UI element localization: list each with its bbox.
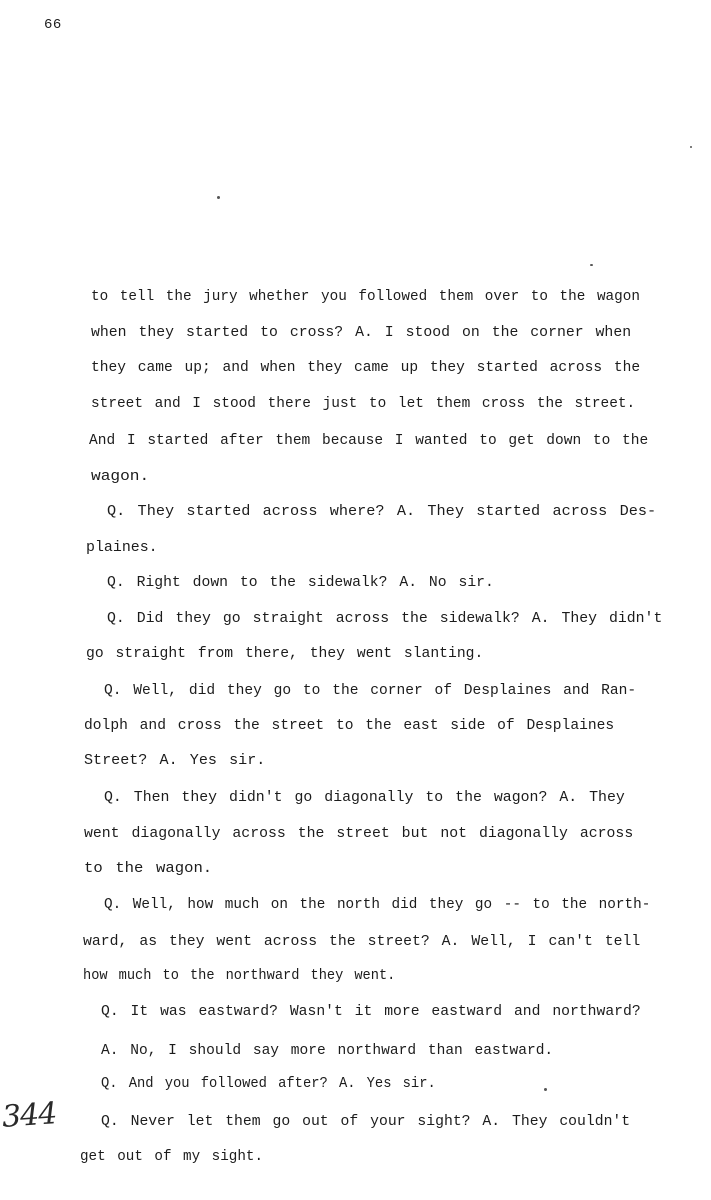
transcript-line: to tell the jury whether you followed them over to the wagon [91, 289, 640, 305]
transcript-line: Q. And you followed after? A. Yes sir. [101, 1076, 436, 1092]
transcript-line: went diagonally across the street but not diagonally across [84, 826, 634, 842]
transcript-line: dolph and cross the street to the east side of Desplaines [84, 718, 615, 734]
ink-speck [544, 1088, 547, 1091]
transcript-line: ward, as they went across the street? A. Well, I can't tell [83, 934, 641, 950]
transcript-line: how much to the northward they went. [83, 968, 396, 984]
transcript-line: when they started to cross? A. I stood on the corner when [91, 325, 632, 341]
transcript-line: to the wagon. [84, 861, 213, 877]
transcript-line: Q. They started across where? A. They started across Des- [107, 504, 657, 520]
transcript-line: plaines. [86, 540, 158, 556]
page-number: 66 [44, 17, 62, 33]
transcript-line: go straight from there, they went slanting. [86, 646, 484, 662]
transcript-line: street and I stood there just to let them cross the street. [91, 396, 636, 412]
handwritten-page-annotation: 344 [0, 1096, 58, 1135]
transcript-line: Q. It was eastward? Wasn't it more eastward and northward? [101, 1004, 641, 1020]
transcript-line: wagon. [91, 469, 150, 485]
transcript-line: Street? A. Yes sir. [84, 753, 266, 769]
ink-speck [590, 264, 593, 266]
transcript-line: Q. Well, did they go to the corner of Desplaines and Ran- [104, 683, 637, 699]
transcript-line: A. No, I should say more northward than eastward. [101, 1043, 554, 1059]
transcript-line: Q. Well, how much on the north did they go -- to the north- [104, 897, 651, 913]
ink-speck [690, 146, 692, 148]
transcript-line: they came up; and when they came up they started across the [91, 360, 641, 376]
transcript-line: Q. Right down to the sidewalk? A. No sir. [107, 575, 494, 591]
transcript-line: Q. Then they didn't go diagonally to the wagon? A. They [104, 790, 625, 806]
transcript-line: Q. Never let them go out of your sight? A. They couldn't [101, 1114, 631, 1130]
transcript-line: get out of my sight. [80, 1149, 264, 1165]
transcript-line: Q. Did they go straight across the sidewalk? A. They didn't [107, 611, 663, 627]
ink-speck [217, 196, 220, 199]
transcript-line: And I started after them because I wanted to get down to the [89, 433, 649, 449]
